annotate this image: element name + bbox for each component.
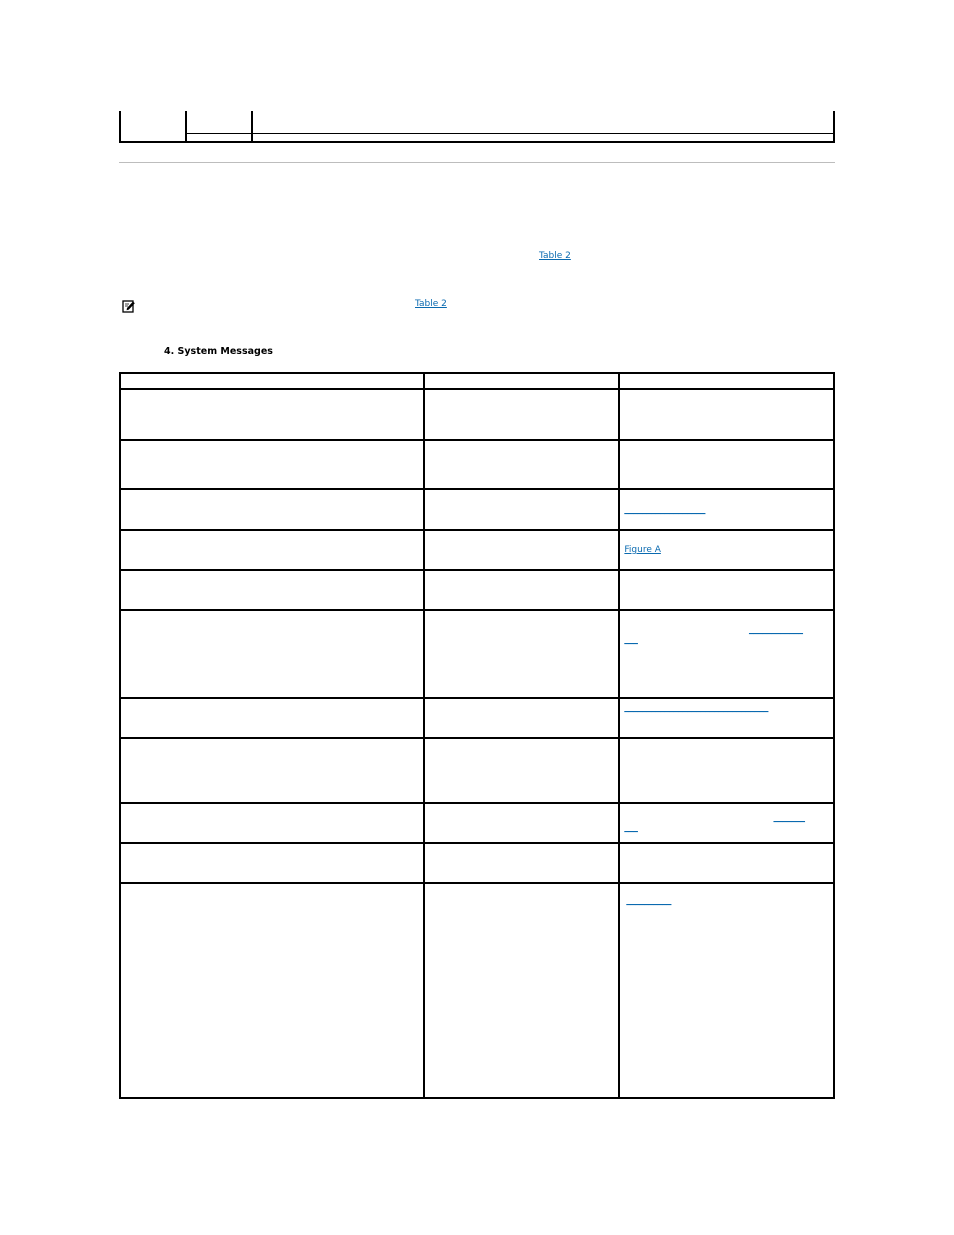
prev-table-cell [120,111,186,142]
cause-cell [424,610,619,698]
column-header-cause [424,373,619,389]
message-cell [120,489,424,530]
section-divider [119,162,835,163]
action-link-continued[interactable]: ___ [624,635,638,645]
table-2-link-note[interactable]: Table 2 [415,299,447,309]
action-cell [619,843,834,883]
cause-cell [424,698,619,738]
cause-cell [424,530,619,570]
message-cell [120,610,424,698]
action-cell [619,389,834,440]
cause-cell [424,389,619,440]
action-cell [619,883,834,1098]
cause-cell [424,843,619,883]
table-2-link[interactable]: Table 2 [539,251,571,261]
table-row [120,738,834,803]
action-link[interactable]: ________________________________ [624,703,769,713]
note-pencil-icon [122,298,136,312]
action-cell [619,570,834,610]
cause-cell [424,883,619,1098]
cause-cell [424,440,619,489]
message-cell [120,803,424,843]
table-row [120,530,834,570]
table-caption: 4. System Messages [164,346,273,357]
table-row [120,570,834,610]
action-link[interactable]: _______ [773,813,805,823]
table-row [120,843,834,883]
action-cell [619,738,834,803]
cause-cell [424,489,619,530]
message-cell [120,698,424,738]
message-cell [120,843,424,883]
action-cell [619,489,834,530]
column-header-message [120,373,424,389]
prev-table-cell [186,111,252,142]
previous-table-continuation [119,111,835,143]
cause-cell [424,803,619,843]
figure-a-link[interactable]: Figure A [624,545,661,555]
table-row [120,610,834,698]
action-cell [619,803,834,843]
prev-table-cell [252,111,834,142]
system-messages-table [119,372,835,1099]
message-cell [120,389,424,440]
action-link[interactable]: __________________ [624,504,706,515]
action-cell [619,530,834,570]
action-cell [619,440,834,489]
message-cell [120,570,424,610]
table-row [120,698,834,738]
cause-cell [424,738,619,803]
action-link-continued[interactable]: ___ [624,823,638,833]
action-cell [619,610,834,698]
column-header-action [619,373,834,389]
action-cell [619,698,834,738]
table-row [120,489,834,530]
message-cell [120,530,424,570]
table-row [120,389,834,440]
table-row [120,883,834,1098]
action-link[interactable]: __________ [626,896,672,906]
message-cell [120,738,424,803]
action-link[interactable]: ____________ [749,625,803,635]
message-cell [120,440,424,489]
message-cell [120,883,424,1098]
table-row [120,440,834,489]
table-row [120,803,834,843]
cause-cell [424,570,619,610]
